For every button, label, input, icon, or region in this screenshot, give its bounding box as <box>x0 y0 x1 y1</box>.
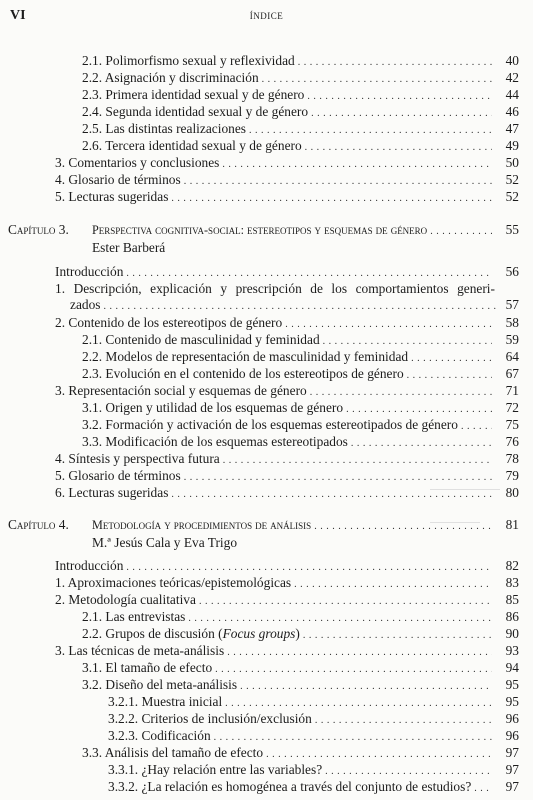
toc-entry[interactable] <box>108 711 519 727</box>
dot-leader <box>315 713 492 729</box>
toc-entry-page: 59 <box>505 332 519 347</box>
toc-entry-page: 85 <box>505 592 519 607</box>
toc-entry[interactable] <box>82 745 519 761</box>
dot-leader <box>314 519 492 535</box>
toc-entry[interactable] <box>108 728 519 744</box>
toc-entry-page: 95 <box>505 677 519 692</box>
italic-term: Focus groups <box>222 626 296 641</box>
dot-leader <box>214 730 492 746</box>
dot-leader <box>184 470 492 486</box>
toc-entry-page: 86 <box>505 609 519 624</box>
dot-leader <box>199 594 492 610</box>
chapter-page: 81 <box>505 517 519 532</box>
toc-entry[interactable] <box>82 609 519 625</box>
toc-entry-page: 42 <box>505 70 519 85</box>
dot-leader <box>126 266 492 282</box>
dot-leader <box>225 696 492 712</box>
toc-entry-label: 2. Contenido de los estereotipos de género <box>55 315 283 330</box>
toc-entry[interactable] <box>55 592 519 608</box>
toc-entry-label: 2.2. Asignación y discriminación <box>82 70 259 85</box>
toc-entry[interactable] <box>82 677 519 693</box>
toc-entry[interactable] <box>82 349 519 365</box>
toc-entry-label: 3. Las técnicas de meta-análisis <box>55 643 225 658</box>
toc-entry-label: 5. Lecturas sugeridas <box>55 189 169 204</box>
toc-entry[interactable] <box>82 121 519 137</box>
toc-entry[interactable] <box>82 417 519 433</box>
toc-entry[interactable] <box>55 189 519 205</box>
toc-entry-page: 79 <box>505 468 519 483</box>
toc-entry[interactable] <box>82 366 519 382</box>
toc-entry[interactable] <box>55 558 519 574</box>
toc-entry-label-line2: zados <box>70 297 101 312</box>
running-title: ÍNDICE <box>249 11 284 21</box>
toc-entry[interactable] <box>55 172 519 188</box>
chapter-title: Metodología y procedimientos de análisis <box>92 518 312 532</box>
toc-entry-page: 96 <box>505 728 519 743</box>
toc-entry[interactable] <box>55 468 519 484</box>
chapter-4-heading[interactable] <box>8 517 519 551</box>
toc-entry-label: 3.1. El tamaño de efecto <box>82 660 213 675</box>
toc-entry-page: 44 <box>505 87 519 102</box>
toc-entry-page: 50 <box>505 155 519 170</box>
dot-leader <box>311 106 492 122</box>
toc-entry-page: 49 <box>505 138 519 153</box>
toc-entry[interactable] <box>55 264 519 280</box>
dot-leader <box>305 140 492 156</box>
toc-entry-label: Introducción <box>55 264 124 279</box>
toc-entry-label: 3.3.2. ¿La relación es homogénea a través del conjunto de estudios? <box>108 779 472 794</box>
dot-leader <box>307 89 492 105</box>
toc-entry-page: 80 <box>505 485 519 500</box>
toc-entry-label: 2.3. Evolución en el contenido de los estereotipos de género <box>82 366 404 381</box>
toc-entry[interactable] <box>55 155 519 171</box>
dot-leader <box>285 317 492 333</box>
toc-entry-page: 97 <box>505 779 519 794</box>
toc-entry-page: 40 <box>505 53 519 68</box>
toc-entry-page: 75 <box>505 417 519 432</box>
dot-leader <box>294 577 492 593</box>
toc-entry-page: 94 <box>505 660 519 675</box>
toc-entry-label: 3.2.1. Muestra inicial <box>108 694 223 709</box>
dot-leader <box>184 174 492 190</box>
toc-entry-label: 3.2.3. Codificación <box>108 728 211 743</box>
toc-entry-page: 58 <box>505 315 519 330</box>
chapter-label: Capítulo 3. <box>8 222 69 237</box>
toc-entry-page: 56 <box>505 264 519 279</box>
toc-entry-page: 95 <box>505 694 519 709</box>
toc-entry-page: 72 <box>505 400 519 415</box>
dot-leader <box>310 385 492 401</box>
toc-entry-label-line1: 1. Descripción, explicación y prescripción de los comportamientos generi- <box>55 281 495 296</box>
dot-leader <box>215 662 492 678</box>
toc-entry-page: 64 <box>505 349 519 364</box>
toc-entry-label: 5. Glosario de términos <box>55 468 181 483</box>
toc-entry[interactable] <box>55 575 519 591</box>
toc-entry-page: 93 <box>505 643 519 658</box>
page-number: VI <box>10 8 26 23</box>
dot-leader <box>223 453 492 469</box>
toc-entry-label: 3.3. Modificación de los esquemas estereotipados <box>82 434 348 449</box>
toc-entry[interactable] <box>82 104 519 120</box>
toc-entry-page: 90 <box>505 626 519 641</box>
dot-leader <box>262 72 492 88</box>
dot-leader <box>227 645 492 661</box>
chapter-author: M.ª Jesús Cala y Eva Trigo <box>92 535 238 550</box>
dot-leader <box>171 191 492 207</box>
toc-entry-label: 4. Glosario de términos <box>55 172 181 187</box>
toc-entry-page: 47 <box>505 121 519 136</box>
toc-entry[interactable] <box>82 87 519 103</box>
toc-entry-page: 52 <box>505 189 519 204</box>
toc-entry-label: 3.2. Diseño del meta-análisis <box>82 677 238 692</box>
toc-entry-page: 97 <box>505 762 519 777</box>
toc-entry-page: 83 <box>505 575 519 590</box>
toc-entry[interactable] <box>82 626 519 642</box>
toc-entry-label: 1. Aproximaciones teóricas/epistemológicas <box>55 575 292 590</box>
toc-entry-label: 4. Síntesis y perspectiva futura <box>55 451 220 466</box>
toc-entry-page: 97 <box>505 745 519 760</box>
toc-entry-page: 52 <box>505 172 519 187</box>
toc-entry[interactable] <box>82 400 519 416</box>
dot-leader <box>249 123 492 139</box>
page-header <box>0 8 533 28</box>
chapter-3-heading[interactable] <box>8 222 519 256</box>
chapter-author: Ester Barberá <box>92 240 166 255</box>
chapter-page: 55 <box>505 222 519 237</box>
toc-entry[interactable] <box>108 762 519 778</box>
dot-leader <box>266 747 492 763</box>
toc-entry-multiline[interactable] <box>55 281 519 315</box>
toc-entry[interactable] <box>108 694 519 710</box>
toc-entry[interactable] <box>82 53 519 69</box>
dot-leader <box>126 560 492 576</box>
toc-entry-label: 2.5. Las distintas realizaciones <box>82 121 246 136</box>
toc-entry-page: 96 <box>505 711 519 726</box>
toc-entry-label: 2. Metodología cualitativa <box>55 592 196 607</box>
toc-entry[interactable] <box>82 332 519 348</box>
toc-entry-label: 3.3.1. ¿Hay relación entre las variables? <box>108 762 323 777</box>
toc-entry[interactable] <box>82 70 519 86</box>
dot-leader <box>104 299 500 315</box>
dot-leader <box>407 368 492 384</box>
chapter-title: Perspectiva cognitiva-social: estereotipos y esquemas de género <box>92 223 428 237</box>
toc-entry-page: 82 <box>505 558 519 573</box>
toc-entry[interactable] <box>108 779 519 795</box>
dot-leader <box>430 224 492 240</box>
dot-leader <box>188 611 492 627</box>
toc-entry[interactable] <box>55 315 519 331</box>
toc-entry-label: 2.1. Contenido de masculinidad y feminidad <box>82 332 320 347</box>
toc-entry-page: 71 <box>505 383 519 398</box>
chapter-label: Capítulo 4. <box>8 517 69 532</box>
dot-leader <box>346 402 492 418</box>
toc-entry-page: 57 <box>505 297 519 312</box>
toc-entry-label: 3.2.2. Criterios de inclusión/exclusión <box>108 711 312 726</box>
dot-leader <box>323 334 492 350</box>
toc-entry-label: 2.1. Polimorfismo sexual y reflexividad <box>82 53 295 68</box>
toc-entry-label: 2.4. Segunda identidad sexual y de género <box>82 104 309 119</box>
toc-entry-label: 3.1. Origen y utilidad de los esquemas de género <box>82 400 344 415</box>
toc-entry-label: 2.2. Modelos de representación de masculinidad y feminidad <box>82 349 409 364</box>
toc-entry-page: 46 <box>505 104 519 119</box>
toc-entry-label: 2.1. Las entrevistas <box>82 609 186 624</box>
toc-entry-page: 67 <box>505 366 519 381</box>
dot-leader <box>222 157 492 173</box>
toc-entry-label: 3. Representación social y esquemas de género <box>55 383 307 398</box>
toc-entry-label: 2.3. Primera identidad sexual y de género <box>82 87 305 102</box>
dot-leader <box>325 764 492 780</box>
toc-entry-label: 3.3. Análisis del tamaño de efecto <box>82 745 264 760</box>
toc-entry[interactable] <box>55 485 519 501</box>
dot-leader <box>240 679 492 695</box>
dot-leader <box>411 351 492 367</box>
toc-entry[interactable] <box>55 643 519 659</box>
dot-leader <box>474 781 492 797</box>
toc-entry-label: Introducción <box>55 558 124 573</box>
toc-entry-label: 6. Lecturas sugeridas <box>55 485 169 500</box>
toc-entry[interactable] <box>55 383 519 399</box>
dot-leader <box>303 628 492 644</box>
toc-entry[interactable] <box>82 660 519 676</box>
toc-entry[interactable] <box>82 138 519 154</box>
toc-entry-label: 2.2. Grupos de discusión (Focus groups) <box>82 626 300 641</box>
toc-entry-page: 78 <box>505 451 519 466</box>
dot-leader <box>461 419 492 435</box>
toc-entry-label: 2.6. Tercera identidad sexual y de género <box>82 138 302 153</box>
toc-entry-label: 3. Comentarios y conclusiones <box>55 155 220 170</box>
dot-leader <box>298 55 492 71</box>
toc-entry[interactable] <box>55 451 519 467</box>
toc-entry-page: 76 <box>505 434 519 449</box>
print-smudge <box>430 489 500 490</box>
dot-leader <box>351 436 492 452</box>
toc-entry[interactable] <box>82 434 519 450</box>
toc-entry-label: 3.2. Formación y activación de los esquemas estereotipados de género <box>82 417 458 432</box>
